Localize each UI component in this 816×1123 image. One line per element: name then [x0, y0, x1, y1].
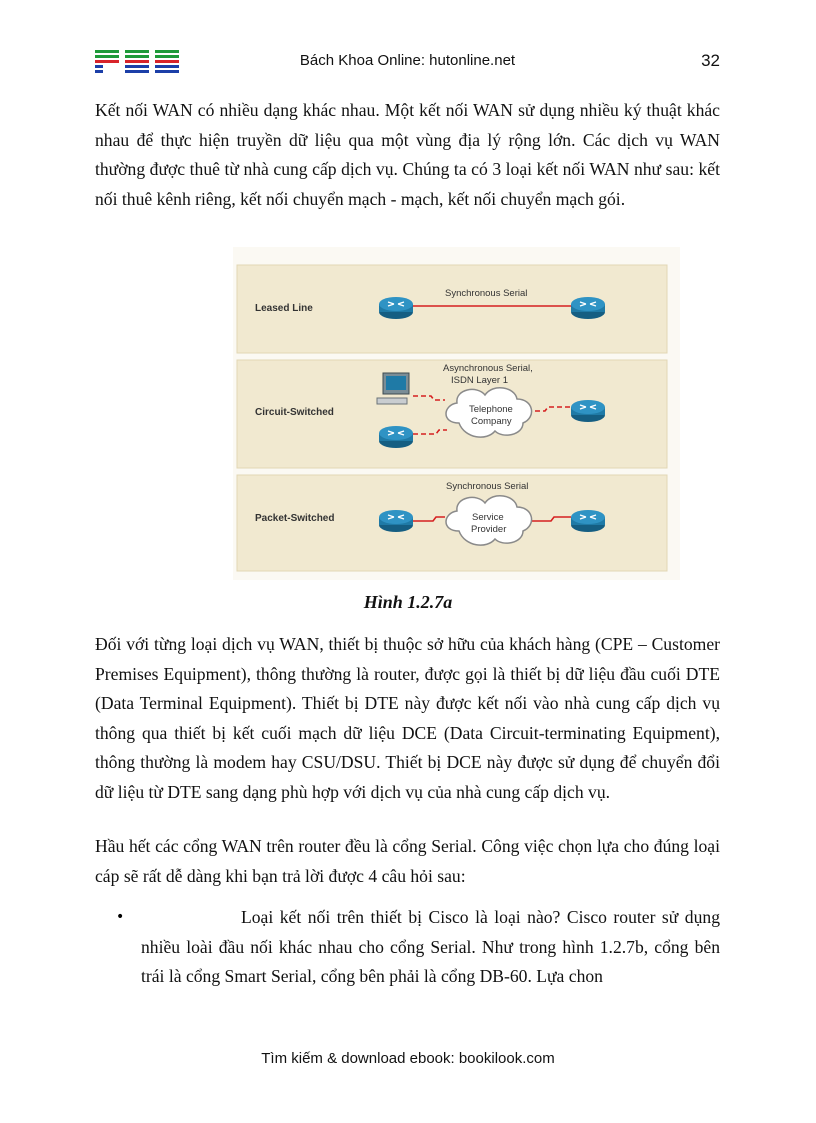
bullet-icon: • [116, 909, 125, 925]
circuit-switched-label: Circuit-Switched [255, 407, 334, 418]
router-icon [571, 510, 605, 532]
packet-link-label: Synchronous Serial [446, 481, 529, 492]
cloud-label-line1: Service [472, 512, 504, 523]
packet-switched-label: Packet-Switched [255, 513, 335, 524]
cloud-label-line1: Telephone [469, 404, 513, 415]
page-number: 32 [701, 51, 720, 70]
router-icon [379, 510, 413, 532]
paragraph-dte-dce: Đối với từng loại dịch vụ WAN, thiết bị thuộc sở hữu của khách hàng (CPE – Customer Premises Equipment), thông thường là router, được gọi là thiết bị dữ liệu đầu cuối DTE (Data Terminal Equipment). Thiết bị DTE này được kết nối vào nhà cung cấp dịch vụ thông qua thiết bị kết cuối mạch dữ liệu DCE (Data Circuit-terminating Equipment), thông thường là modem hay CSU/DSU. Thiết bị DCE này được sử dụng để chuyển đổi dữ liệu từ DTE sang dạng phù hợp với dịch vụ của nhà cung cấp dịch vụ. [95, 634, 720, 802]
leased-line-label: Leased Line [255, 303, 313, 314]
router-icon [571, 297, 605, 319]
router-icon [379, 426, 413, 448]
header-title: Bách Khoa Online: hutonline.net [299, 52, 516, 69]
page-header [95, 48, 720, 78]
list-item-text: Loại kết nối trên thiết bị Cisco là loại nào? Cisco router sử dụng nhiều loài đầu nối khác nhau cho cổng Serial. Như trong hình 1.2.7b, cổng bên trái là cổng Smart Serial, cổng bên phải là cổng DB-60. Lựa chon [141, 907, 720, 986]
router-icon [379, 297, 413, 319]
cloud-label-line2: Company [471, 416, 512, 427]
leased-line-link-label: Synchronous Serial [445, 288, 528, 299]
router-icon [571, 400, 605, 422]
circuit-link-label-line2: ISDN Layer 1 [451, 375, 509, 386]
figure-caption: Hình 1.2.7a [363, 592, 453, 612]
wan-connection-types-figure [233, 247, 680, 580]
paragraph-serial-ports: Hầu hết các cổng WAN trên router đều là cổng Serial. Công việc chọn lựa cho đúng loại cáp sẽ rất dễ dàng khi bạn trả lời được 4 câu hỏi sau: [95, 836, 720, 886]
page-footer: Tìm kiếm & download ebook: bookilook.com [261, 1050, 555, 1067]
circuit-link-label-line1: Asynchronous Serial, [443, 363, 533, 374]
cloud-label-line2: Provider [471, 524, 507, 535]
paragraph-wan-intro: Kết nối WAN có nhiều dạng khác nhau. Một kết nối WAN sử dụng nhiều ký thuật khác nhau để thực hiện truyền dữ liệu qua một vùng địa lý rộng lớn. Các dịch vụ WAN thường được thuê từ nhà cung cấp dịch vụ. Chúng ta có 3 loại kết nối WAN như sau: kết nối thuê kênh riêng, kết nối chuyển mạch - mạch, kết nối chuyển mạch gói. [95, 100, 720, 209]
